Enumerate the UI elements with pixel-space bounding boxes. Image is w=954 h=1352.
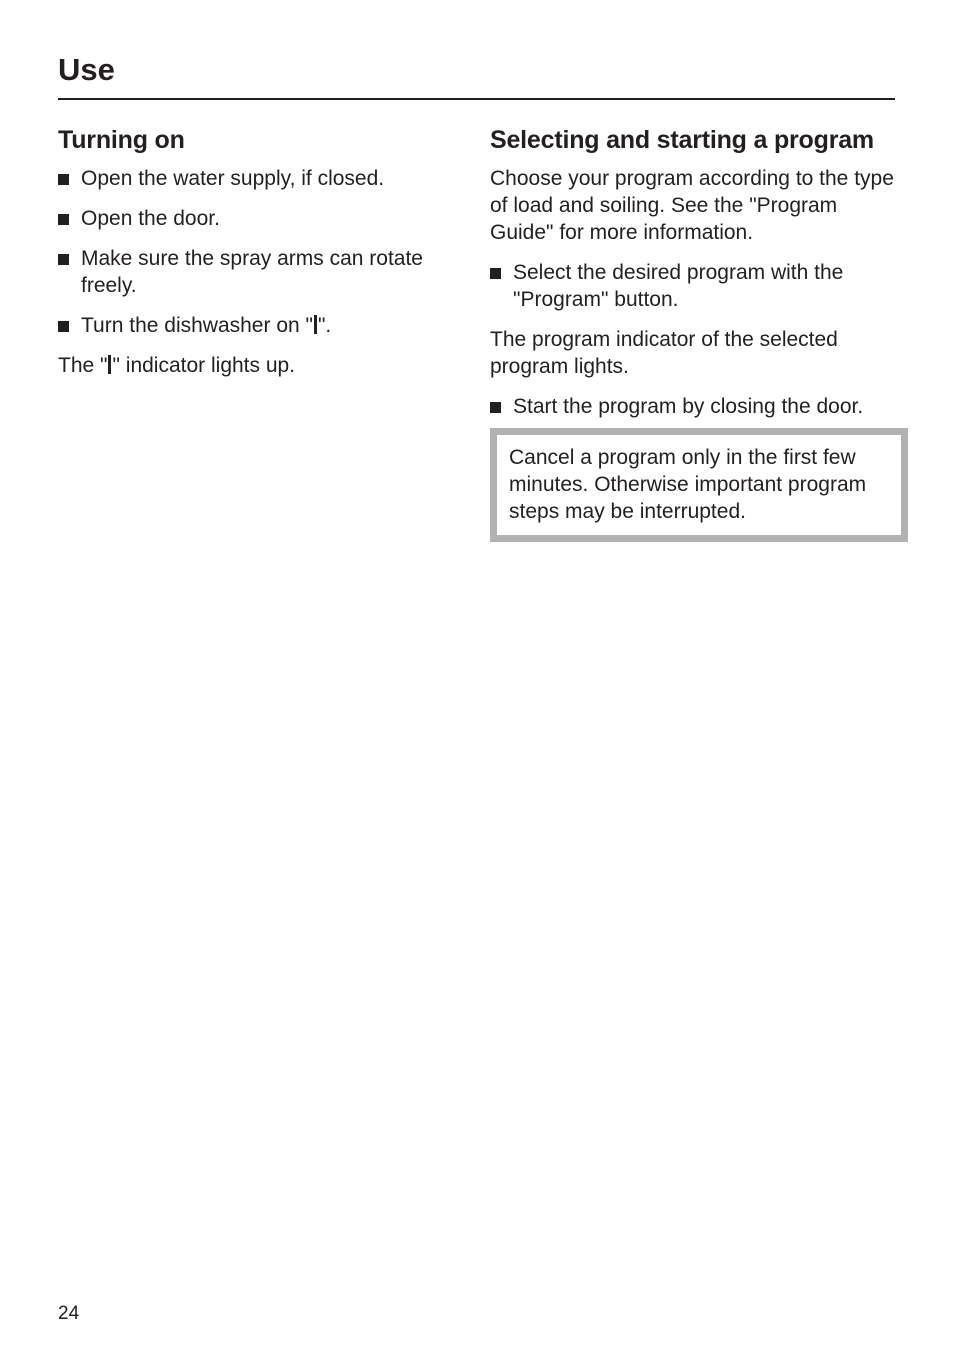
list-item	[58, 165, 458, 192]
list-item	[490, 259, 896, 313]
list-item	[58, 245, 458, 299]
page-title: Use	[58, 52, 115, 87]
bullet-square-icon	[58, 174, 69, 185]
bullet-square-icon	[490, 402, 501, 413]
turning-on-heading: Turning on	[58, 126, 185, 154]
indicator-paragraph: The program indicator of the selected program lights.	[490, 328, 838, 378]
bullet-square-icon	[490, 268, 501, 279]
selecting-program-heading: Selecting and starting a program	[490, 126, 874, 154]
step-text-prefix: Turn the dishwasher on "	[81, 314, 313, 337]
start-steps	[490, 393, 896, 420]
warning-note-box	[490, 428, 908, 542]
bullet-square-icon	[58, 254, 69, 265]
list-item	[58, 205, 458, 232]
turning-on-section	[58, 124, 458, 392]
step-text-suffix: ".	[317, 314, 332, 337]
step-text: Select the desired program with the "Program" button.	[513, 261, 844, 311]
step-text: Open the water supply, if closed.	[81, 167, 385, 190]
selecting-program-section	[490, 124, 896, 542]
bullet-square-icon	[58, 321, 69, 332]
note-text: Cancel a program only in the first few minutes. Otherwise important program steps may be interrupted.	[509, 446, 867, 523]
step-text: Open the door.	[81, 207, 220, 230]
result-suffix: " indicator lights up.	[112, 354, 296, 377]
bullet-square-icon	[58, 214, 69, 225]
intro-paragraph: Choose your program according to the type of load and soiling. See the "Program Guide" for more information.	[490, 167, 894, 244]
result-prefix: The "	[58, 354, 108, 377]
turning-on-steps	[58, 165, 458, 339]
select-steps	[490, 259, 896, 313]
list-item	[490, 393, 896, 420]
title-divider	[58, 98, 895, 100]
list-item	[58, 312, 458, 339]
page-number: 24	[58, 1303, 80, 1324]
step-text: Start the program by closing the door.	[513, 395, 864, 418]
power-on-symbol-icon	[314, 315, 317, 334]
step-text: Make sure the spray arms can rotate freely.	[81, 247, 423, 297]
indicator-result-text	[58, 352, 458, 379]
